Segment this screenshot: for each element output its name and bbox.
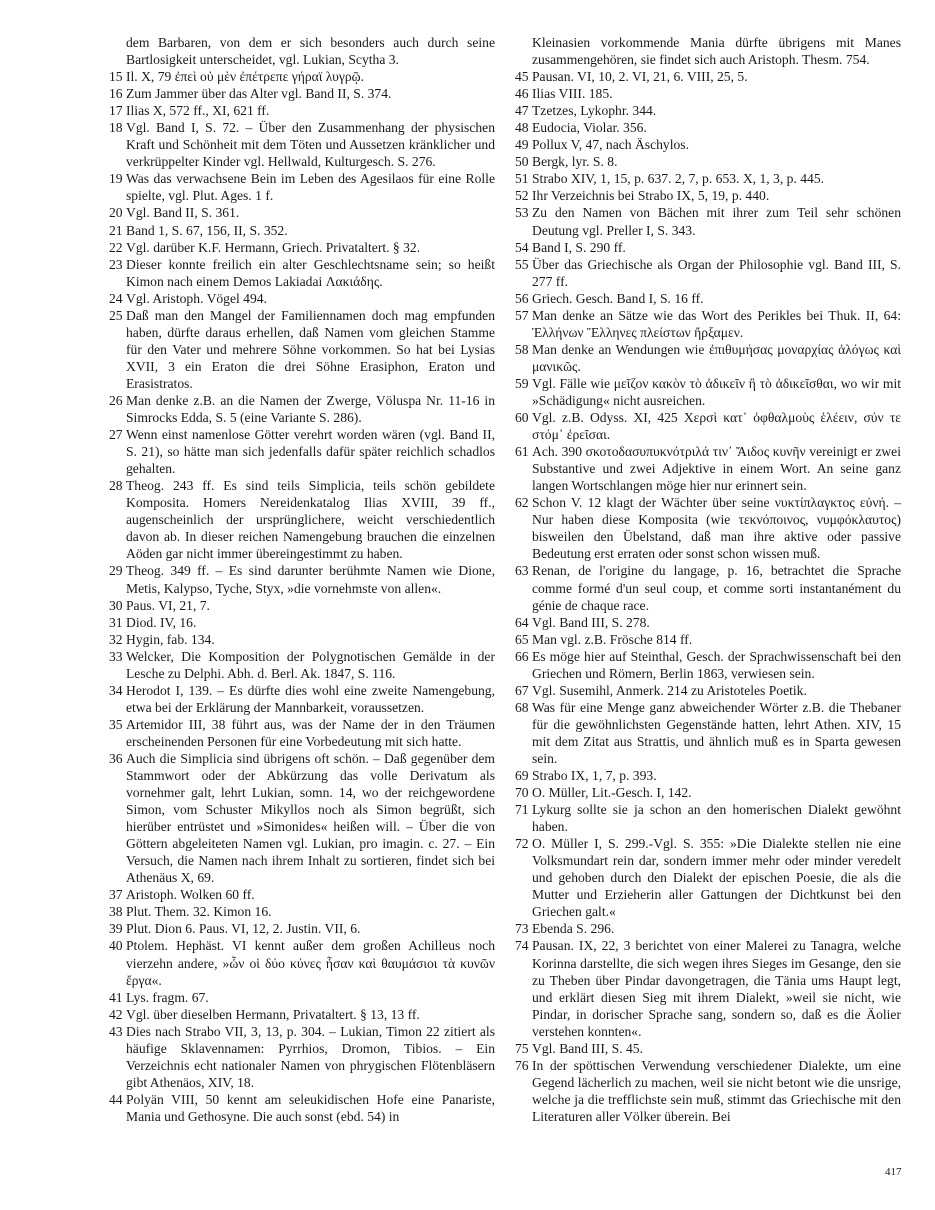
footnote-number: 43 (109, 1023, 123, 1039)
footnote-item (515, 682, 901, 699)
footnote-number: 66 (515, 648, 529, 664)
footnote-item (515, 409, 901, 443)
footnote-item (515, 937, 901, 1039)
footnote-number: 70 (515, 785, 529, 801)
footnote-text: O. Müller, Lit.-Gesch. I, 142. (532, 785, 692, 801)
footnote-text: Artemidor III, 38 führt aus, was der Name der in den Träumen erscheinenden Personen für eine Vorbedeutung mit sich hatte. (126, 716, 495, 749)
footnote-item (515, 648, 901, 682)
footnote-text: Dieser konnte freilich ein alter Geschlechtsname sein; so heißt Kimon nach einem Demos Lakiadai Λακιάδης. (126, 256, 495, 289)
footnote-text: Band I, S. 290 ff. (532, 239, 626, 255)
footnote-item (515, 835, 901, 920)
footnote-number: 21 (109, 222, 123, 238)
footnote-number: 74 (515, 938, 529, 954)
footnote-number: 52 (515, 188, 529, 204)
footnote-item (515, 443, 901, 494)
footnote-text: Bergk, lyr. S. 8. (532, 154, 618, 170)
footnote-item (515, 614, 901, 631)
footnote-number: 42 (109, 1006, 123, 1022)
footnote-number: 41 (109, 989, 123, 1005)
footnote-number: 44 (109, 1091, 123, 1107)
footnote-number: 75 (515, 1040, 529, 1056)
footnote-number: 68 (515, 699, 529, 715)
footnote-item (109, 204, 495, 221)
footnote-item (515, 170, 901, 187)
footnote-item (109, 68, 495, 85)
footnote-number: 56 (515, 290, 529, 306)
footnote-text: Man vgl. z.B. Frösche 814 ff. (532, 631, 693, 647)
footnote-number: 31 (109, 614, 123, 630)
footnote-number: 55 (515, 256, 529, 272)
footnote-item (109, 597, 495, 614)
footnote-item (515, 784, 901, 801)
footnote-item (109, 886, 495, 903)
footnote-item (109, 392, 495, 426)
footnote-item (109, 85, 495, 102)
footnote-item (109, 682, 495, 716)
footnote-number: 37 (109, 887, 123, 903)
footnote-text: Tzetzes, Lykophr. 344. (532, 103, 657, 119)
footnote-number: 19 (109, 171, 123, 187)
footnote-item (109, 1091, 495, 1125)
footnote-text: Vgl. darüber K.F. Hermann, Griech. Privataltert. § 32. (126, 239, 421, 255)
footnote-item (109, 750, 495, 886)
footnote-item (109, 477, 495, 562)
footnote-text: Zu den Namen von Bächen mit ihrer zum Teil sehr schönen Deutung vgl. Preller I, S. 343. (532, 205, 901, 238)
footnote-item (109, 256, 495, 290)
footnote-text: O. Müller I, S. 299.-Vgl. S. 355: »Die Dialekte stellen nie eine Volksmundart rein dar, sondern immer mehr oder minder veredelt und gehoben durch den Dialekt der epischen Poesie, die als die Mutter und Erzieherin aller Gattungen der Dichtkunst bei den Griechen galt.« (532, 836, 901, 920)
footnote-number: 46 (515, 86, 529, 102)
footnote-text: Man denke an Sätze wie das Wort des Perikles bei Thuk. II, 64: Ἑλλήνων Ἕλληνες πλείστων ἤρξαμεν. (532, 307, 901, 340)
footnote-item (109, 989, 495, 1006)
footnote-text: Vgl. Fälle wie μεῖζον κακὸν τὸ ἀδικεῖν ἢ τὸ ἀδικεῖσθαι, wo wir mit »Schädigung« nicht ausreichen. (532, 375, 901, 408)
footnote-item (515, 153, 901, 170)
right-footnote-list (515, 68, 901, 1125)
footnote-number: 18 (109, 120, 123, 136)
footnote-number: 35 (109, 716, 123, 732)
footnote-text: In der spöttischen Verwendung verschiedener Dialekte, um eine Gegend lächerlich zu machen, weil sie nicht betont wie die unsrige, welche ja die trefflichste sein muß, stimmt das Griechische mit den Literaturen aller Völker überein. Bei (532, 1057, 901, 1124)
footnote-text: Vgl. Aristoph. Vögel 494. (126, 290, 267, 306)
footnote-item (109, 631, 495, 648)
footnote-text: Eudocia, Violar. 356. (532, 120, 647, 136)
footnote-item (515, 375, 901, 409)
footnote-number: 25 (109, 307, 123, 323)
footnote-item (109, 1023, 495, 1091)
footnote-number: 61 (515, 444, 529, 460)
footnote-number: 33 (109, 648, 123, 664)
footnote-item (515, 136, 901, 153)
footnote-item (515, 187, 901, 204)
footnote-text: Polyän VIII, 50 kennt am seleukidischen Hofe eine Panariste, Mania und Gethosyne. Die auch sonst (ebd. 54) in (126, 1091, 495, 1124)
footnote-text: Herodot I, 139. – Es dürfte dies wohl eine zweite Namengebung, etwa bei der Erklärung der Mannbarkeit, voraussetzen. (126, 682, 495, 715)
footnote-item (515, 307, 901, 341)
footnote-text: Daß man den Mangel der Familiennamen doch mag empfunden haben, dürfte daraus erhellen, daß Namen vom gleichen Stamme für den Vater und mehrere Söhne vorkommen. So hat bei Lysias XVII, 3 ein Eraton die drei Söhne Erasiphon, Eraton und Erasistratos. (126, 307, 495, 391)
footnote-text: Renan, de l'origine du langage, p. 16, betrachtet die Sprache comme formé d'un seul coup, et comme sorti instantanément du génie de chaque race. (532, 563, 901, 613)
footnote-text: Pollux V, 47, nach Äschylos. (532, 137, 689, 153)
footnote-text: Plut. Them. 32. Kimon 16. (126, 904, 272, 920)
footnote-item (515, 920, 901, 937)
footnote-number: 23 (109, 256, 123, 272)
footnote-text: Pausan. VI, 10, 2. VI, 21, 6. VIII, 25, 5. (532, 69, 748, 85)
footnote-text: Ach. 390 σκοτοδασυπυκνότριλά τιν᾽ Ἄιδος κυνῆν vereinigt er zwei Substantive und zwei Adjektive in einem Wort. An seine ganz langen Wortschlangen möge hier nur erinnert sein. (532, 444, 901, 494)
footnote-text: Über das Griechische als Organ der Philosophie vgl. Band III, S. 277 ff. (532, 256, 901, 289)
footnote-number: 59 (515, 375, 529, 391)
left-footnote-list (109, 68, 495, 1125)
footnote-item (515, 256, 901, 290)
footnote-item (515, 239, 901, 256)
footnote-text: Schon V. 12 klagt der Wächter über seine νυκτίπλαγκτος εὐνή. – Nur haben diese Komposita (wie τεκνόποινος, νυμφόκλαυτος) bisweilen den Übelstand, daß man ihre aktive oder passive Bedeutung erst erraten oder sonst schon wissen muß. (532, 495, 901, 562)
footnote-number: 38 (109, 904, 123, 920)
footnote-text: Ebenda S. 296. (532, 921, 615, 937)
footnote-number: 26 (109, 392, 123, 408)
footnote-number: 72 (515, 836, 529, 852)
footnote-number: 30 (109, 597, 123, 613)
footnote-item (515, 1057, 901, 1125)
footnote-number: 45 (515, 69, 529, 85)
footnote-text: Plut. Dion 6. Paus. VI, 12, 2. Justin. VII, 6. (126, 921, 361, 937)
footnote-text: Man denke an Wendungen wie ἐπιθυμήσας μοναρχίας ἀλόγως καὶ μανικῶς. (532, 341, 901, 374)
footnote-item (109, 239, 495, 256)
footnote-text: Man denke z.B. an die Namen der Zwerge, Völuspa Nr. 11-16 in Simrocks Edda, S. 5 (eine Variante S. 286). (126, 392, 495, 426)
footnote-text: Theog. 243 ff. Es sind teils Simplicia, teils schön gebildete Komposita. Homers Nereidenkatalog Ilias XVIII, 39 ff., augenscheinlich der ursprünglichere, weicht verschiedentlich davon ab. In dieser reichen Namengebung brauchen die einzelnen Aöden gar nicht immer übereingestimmt zu haben. (126, 478, 495, 562)
footnote-item (109, 614, 495, 631)
footnote-text: Was für eine Menge ganz abweichender Wörter z.B. die Thebaner für die gewöhnlichsten Gegenstände hatten, lehrt Athen. XIV, 15 mit dem Zitat aus Strattis, und ähnlich muß es in Sparta gewesen sein. (532, 699, 901, 766)
footnote-text: Vgl. Band II, S. 361. (126, 205, 240, 221)
footnote-number: 24 (109, 290, 123, 306)
left-column (109, 34, 495, 1125)
footnote-item (515, 801, 901, 835)
footnote-text: Lykurg sollte sie ja schon an den homerischen Dialekt gewöhnt haben. (532, 802, 901, 835)
footnote-number: 58 (515, 341, 529, 357)
footnote-item (109, 426, 495, 477)
footnote-text: Vgl. Band I, S. 72. – Über den Zusammenhang der physischen Kraft und Schönheit mit dem Töten und Aussetzen kränklicher und verkrüppelter Kinder vgl. Hellwald, Kulturgesch. S. 276. (126, 120, 495, 170)
footnote-item (515, 290, 901, 307)
footnote-text: Ilias VIII. 185. (532, 86, 613, 102)
footnote-item (109, 920, 495, 937)
footnote-number: 17 (109, 103, 123, 119)
footnote-number: 73 (515, 921, 529, 937)
footnote-number: 64 (515, 614, 529, 630)
footnote-number: 76 (515, 1057, 529, 1073)
footnote-number: 48 (515, 120, 529, 136)
footnote-text: Diod. IV, 16. (126, 614, 197, 630)
footnote-number: 53 (515, 205, 529, 221)
footnote-text: Ptolem. Hephäst. VI kennt außer dem großen Achilleus noch vierzehn andere, »ὧν οἱ δύο κύνες ἦσαν καὶ θαυμάσιοι τὰ κυνῶν ἔργα«. (126, 938, 495, 988)
footnote-text: Strabo XIV, 1, 15, p. 637. 2, 7, p. 653. X, 1, 3, p. 445. (532, 171, 825, 187)
footnote-number: 20 (109, 205, 123, 221)
footnote-item (109, 562, 495, 596)
footnote-number: 57 (515, 307, 529, 323)
footnote-item (109, 222, 495, 239)
footnote-text: Dies nach Strabo VII, 3, 13, p. 304. – Lukian, Timon 22 zitiert als häufige Sklavennamen: Pyrrhios, Dromon, Tibios. – Ein Verzeichnis echt nationaler Namen von phrygischen Flötenbläsern gibt Athenäos, XIV, 18. (126, 1023, 495, 1090)
page-number: 417 (885, 1166, 902, 1178)
footnote-text: Vgl. über dieselben Hermann, Privataltert. § 13, 13 ff. (126, 1006, 420, 1022)
footnote-number: 71 (515, 802, 529, 818)
footnote-text: Il. X, 79 ἐπεὶ οὐ μὲν ἐπέτρεπε γήραϊ λυγρῷ. (126, 69, 365, 85)
footnote-text: Vgl. Band III, S. 45. (532, 1040, 644, 1056)
footnote-text: Welcker, Die Komposition der Polygnotischen Gemälde in der Lesche zu Delphi. Abh. d. Berl. Ak. 1847, S. 116. (126, 648, 495, 681)
footnote-item (109, 937, 495, 988)
footnote-number: 36 (109, 750, 123, 766)
footnote-item (515, 699, 901, 767)
footnote-text: Paus. VI, 21, 7. (126, 597, 210, 613)
footnote-text: Aristoph. Wolken 60 ff. (126, 887, 255, 903)
footnote-text: Strabo IX, 1, 7, p. 393. (532, 768, 657, 784)
footnote-number: 65 (515, 631, 529, 647)
footnote-item (109, 1006, 495, 1023)
footnote-text: Was das verwachsene Bein im Leben des Agesilaos für eine Rolle spielte, vgl. Plut. Ages. 1 f. (126, 171, 495, 204)
footnote-number: 47 (515, 103, 529, 119)
footnote-text: Wenn einst namenlose Götter verehrt worden wären (vgl. Band II, S. 21), so hätte man sich jedenfalls dafür später reichlich schadlos gehalten. (126, 427, 495, 477)
footnote-number: 40 (109, 938, 123, 954)
footnote-number: 34 (109, 682, 123, 698)
footnote-number: 16 (109, 86, 123, 102)
footnote-number: 60 (515, 410, 529, 426)
footnote-item (515, 1040, 901, 1057)
footnote-text: Hygin, fab. 134. (126, 631, 215, 647)
footnote-number: 28 (109, 478, 123, 494)
footnote-number: 15 (109, 69, 123, 85)
footnote-item (515, 341, 901, 375)
footnote-number: 69 (515, 768, 529, 784)
footnote-item (515, 85, 901, 102)
footnote-number: 50 (515, 154, 529, 170)
footnote-number: 51 (515, 171, 529, 187)
left-continuation-text: dem Barbaren, von dem er sich besonders auch durch seine Bartlosigkeit unterscheidet, vgl. Lukian, Scytha 3. (126, 35, 495, 68)
footnote-item (515, 102, 901, 119)
footnote-text: Griech. Gesch. Band I, S. 16 ff. (532, 290, 704, 306)
footnote-item (109, 119, 495, 170)
footnote-number: 67 (515, 682, 529, 698)
footnote-item (109, 290, 495, 307)
footnote-text: Lys. fragm. 67. (126, 989, 209, 1005)
footnote-item (515, 631, 901, 648)
footnote-number: 62 (515, 495, 529, 511)
footnote-item (109, 102, 495, 119)
footnote-item (515, 562, 901, 613)
footnote-item (515, 68, 901, 85)
footnote-item (515, 204, 901, 238)
footnote-text: Band 1, S. 67, 156, II, S. 352. (126, 222, 288, 238)
footnote-number: 54 (515, 239, 529, 255)
footnote-number: 49 (515, 137, 529, 153)
footnote-text: Vgl. Band III, S. 278. (532, 614, 650, 630)
footnote-text: Ilias X, 572 ff., XI, 621 ff. (126, 103, 270, 119)
footnote-item (515, 767, 901, 784)
right-column (515, 34, 901, 1125)
footnote-number: 63 (515, 563, 529, 579)
footnote-item (109, 170, 495, 204)
right-continuation-text: Kleinasien vorkommende Mania dürfte übrigens mit Manes zusammengehören, sie findet sich auch Aristoph. Thesm. 754. (532, 35, 901, 68)
footnote-number: 27 (109, 427, 123, 443)
footnote-item (109, 307, 495, 392)
footnote-text: Vgl. z.B. Odyss. XI, 425 Χερσὶ κατ᾽ ὀφθαλμοὺς ἑλέειν, σύν τε στόμ᾽ ἐρεῖσαι. (532, 410, 901, 443)
footnote-item (109, 648, 495, 682)
footnote-text: Auch die Simplicia sind übrigens oft schön. – Daß gegenüber dem Stammwort oder der Abkürzung das volle Derivatum als vornehmer galt, lehrt Lukian, somn. 14, wo der reichgewordene Simon, vom Schuster Mikyllos noch als Simon begrüßt, sich hierüber entrüstet und »Simonides« heißen will. – Über die von Göttern abgeleiteten Namen vgl. Lukian, pro imagin. c. 27. – Ein Versuch, die Namen nach ihrem Inhalt zu sortieren, findet sich bei Athenäus X, 69. (126, 750, 495, 886)
footnote-text: Ihr Verzeichnis bei Strabo IX, 5, 19, p. 440. (532, 188, 770, 204)
footnote-number: 39 (109, 921, 123, 937)
footnote-number: 29 (109, 563, 123, 579)
footnote-text: Pausan. IX, 22, 3 berichtet von einer Malerei zu Tanagra, welche Korinna darstellte, die sich wegen ihres Sieges im Gesange, den sie zu Theben über Pindar davongetragen, die Tänia ums Haupt legt, und erklärt diesen Sieg mit ihrem Dialekt, »weil sie nicht, wie Pindar, in dorischer Sprache sang, sondern so, daß es die Äolier verstehen konnten«. (532, 938, 901, 1039)
footnote-item (109, 716, 495, 750)
footnote-item (515, 494, 901, 562)
footnote-number: 32 (109, 631, 123, 647)
footnote-text: Vgl. Susemihl, Anmerk. 214 zu Aristoteles Poetik. (532, 682, 807, 698)
footnote-text: Zum Jammer über das Alter vgl. Band II, S. 374. (126, 86, 392, 102)
footnote-item (109, 903, 495, 920)
footnote-text: Es möge hier auf Steinthal, Gesch. der Sprachwissenschaft bei den Griechen und Römern, Berlin 1863, verwiesen sein. (532, 648, 901, 681)
footnote-number: 22 (109, 239, 123, 255)
footnote-text: Theog. 349 ff. – Es sind darunter berühmte Namen wie Dione, Metis, Kalypso, Tyche, Styx, »die vornehmste von allen«. (126, 563, 495, 596)
footnote-item (515, 119, 901, 136)
